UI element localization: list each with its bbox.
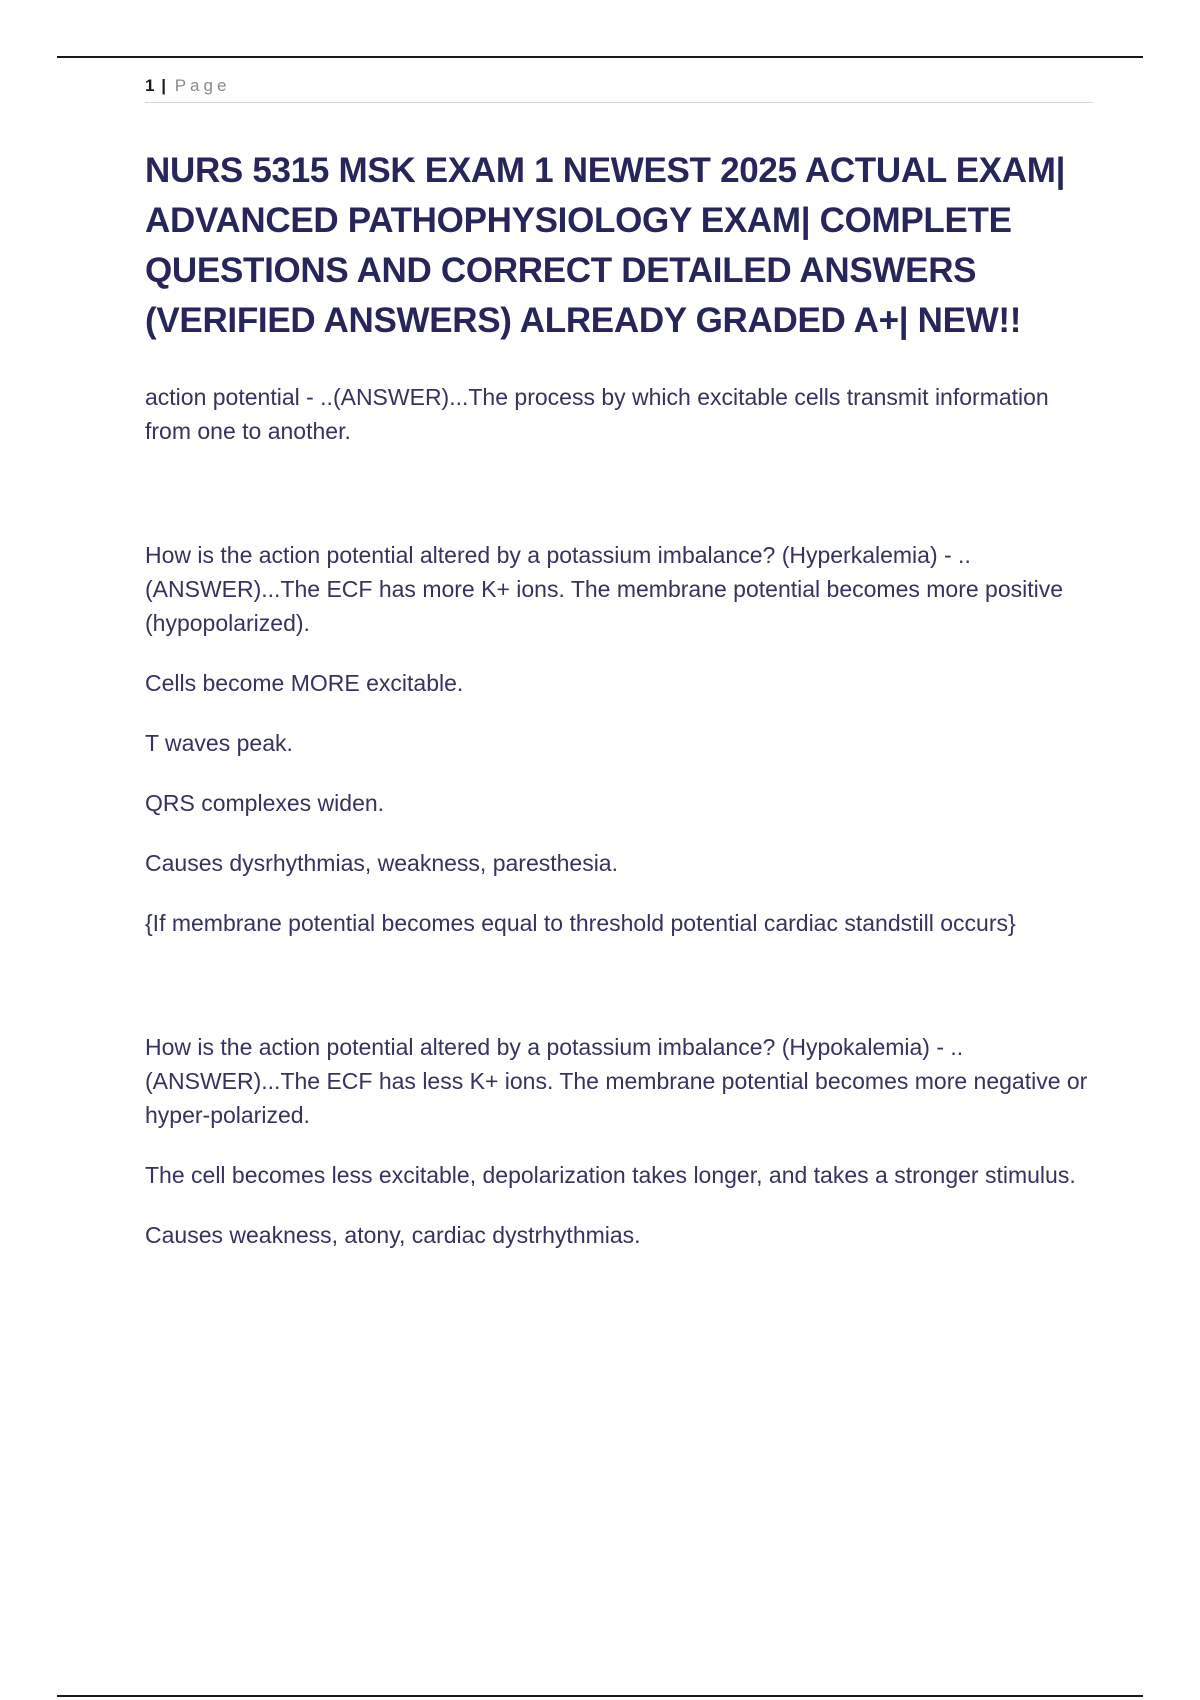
page-header [145,74,1093,103]
answer-line: The cell becomes less excitable, depolarization takes longer, and takes a stronger stimulus. [145,1162,1076,1188]
bottom-rule [57,1695,1143,1697]
top-rule [57,56,1143,58]
qa-action-potential: action potential - ..(ANSWER)...The process by which excitable cells transmit information from one to another. [145,384,1049,444]
answer-line: Causes dysrhythmias, weakness, paresthesia. [145,850,618,876]
page-number: 1 [145,76,155,95]
answer-line: QRS complexes widen. [145,790,385,816]
answer-line: Causes weakness, atony, cardiac dystrhythmias. [145,1222,641,1248]
document-title: NURS 5315 MSK EXAM 1 NEWEST 2025 ACTUAL EXAM| ADVANCED PATHOPHYSIOLOGY EXAM| COMPLETE QUESTIONS AND CORRECT DETAILED ANSWERS (VERIFIED ANSWERS) ALREADY GRADED A+| NEW!! [145,151,1066,340]
page-label: Page [174,76,231,95]
answer-line: {If membrane potential becomes equal to threshold potential cardiac standstill occurs} [145,910,1016,936]
page-separator: | [161,76,166,95]
qa-hyperkalemia: How is the action potential altered by a potassium imbalance? (Hyperkalemia) - ..(ANSWER)...The ECF has more K+ ions. The membrane potential becomes more positive (hypopolarized). [145,542,1064,636]
qa-hypokalemia: How is the action potential altered by a potassium imbalance? (Hypokalemia) - ..(ANSWER)...The ECF has less K+ ions. The membrane potential becomes more negative or hyper-polarized. [145,1034,1088,1128]
document-body [145,146,1095,1278]
answer-line: T waves peak. [145,730,293,756]
answer-line: Cells become MORE excitable. [145,670,464,696]
